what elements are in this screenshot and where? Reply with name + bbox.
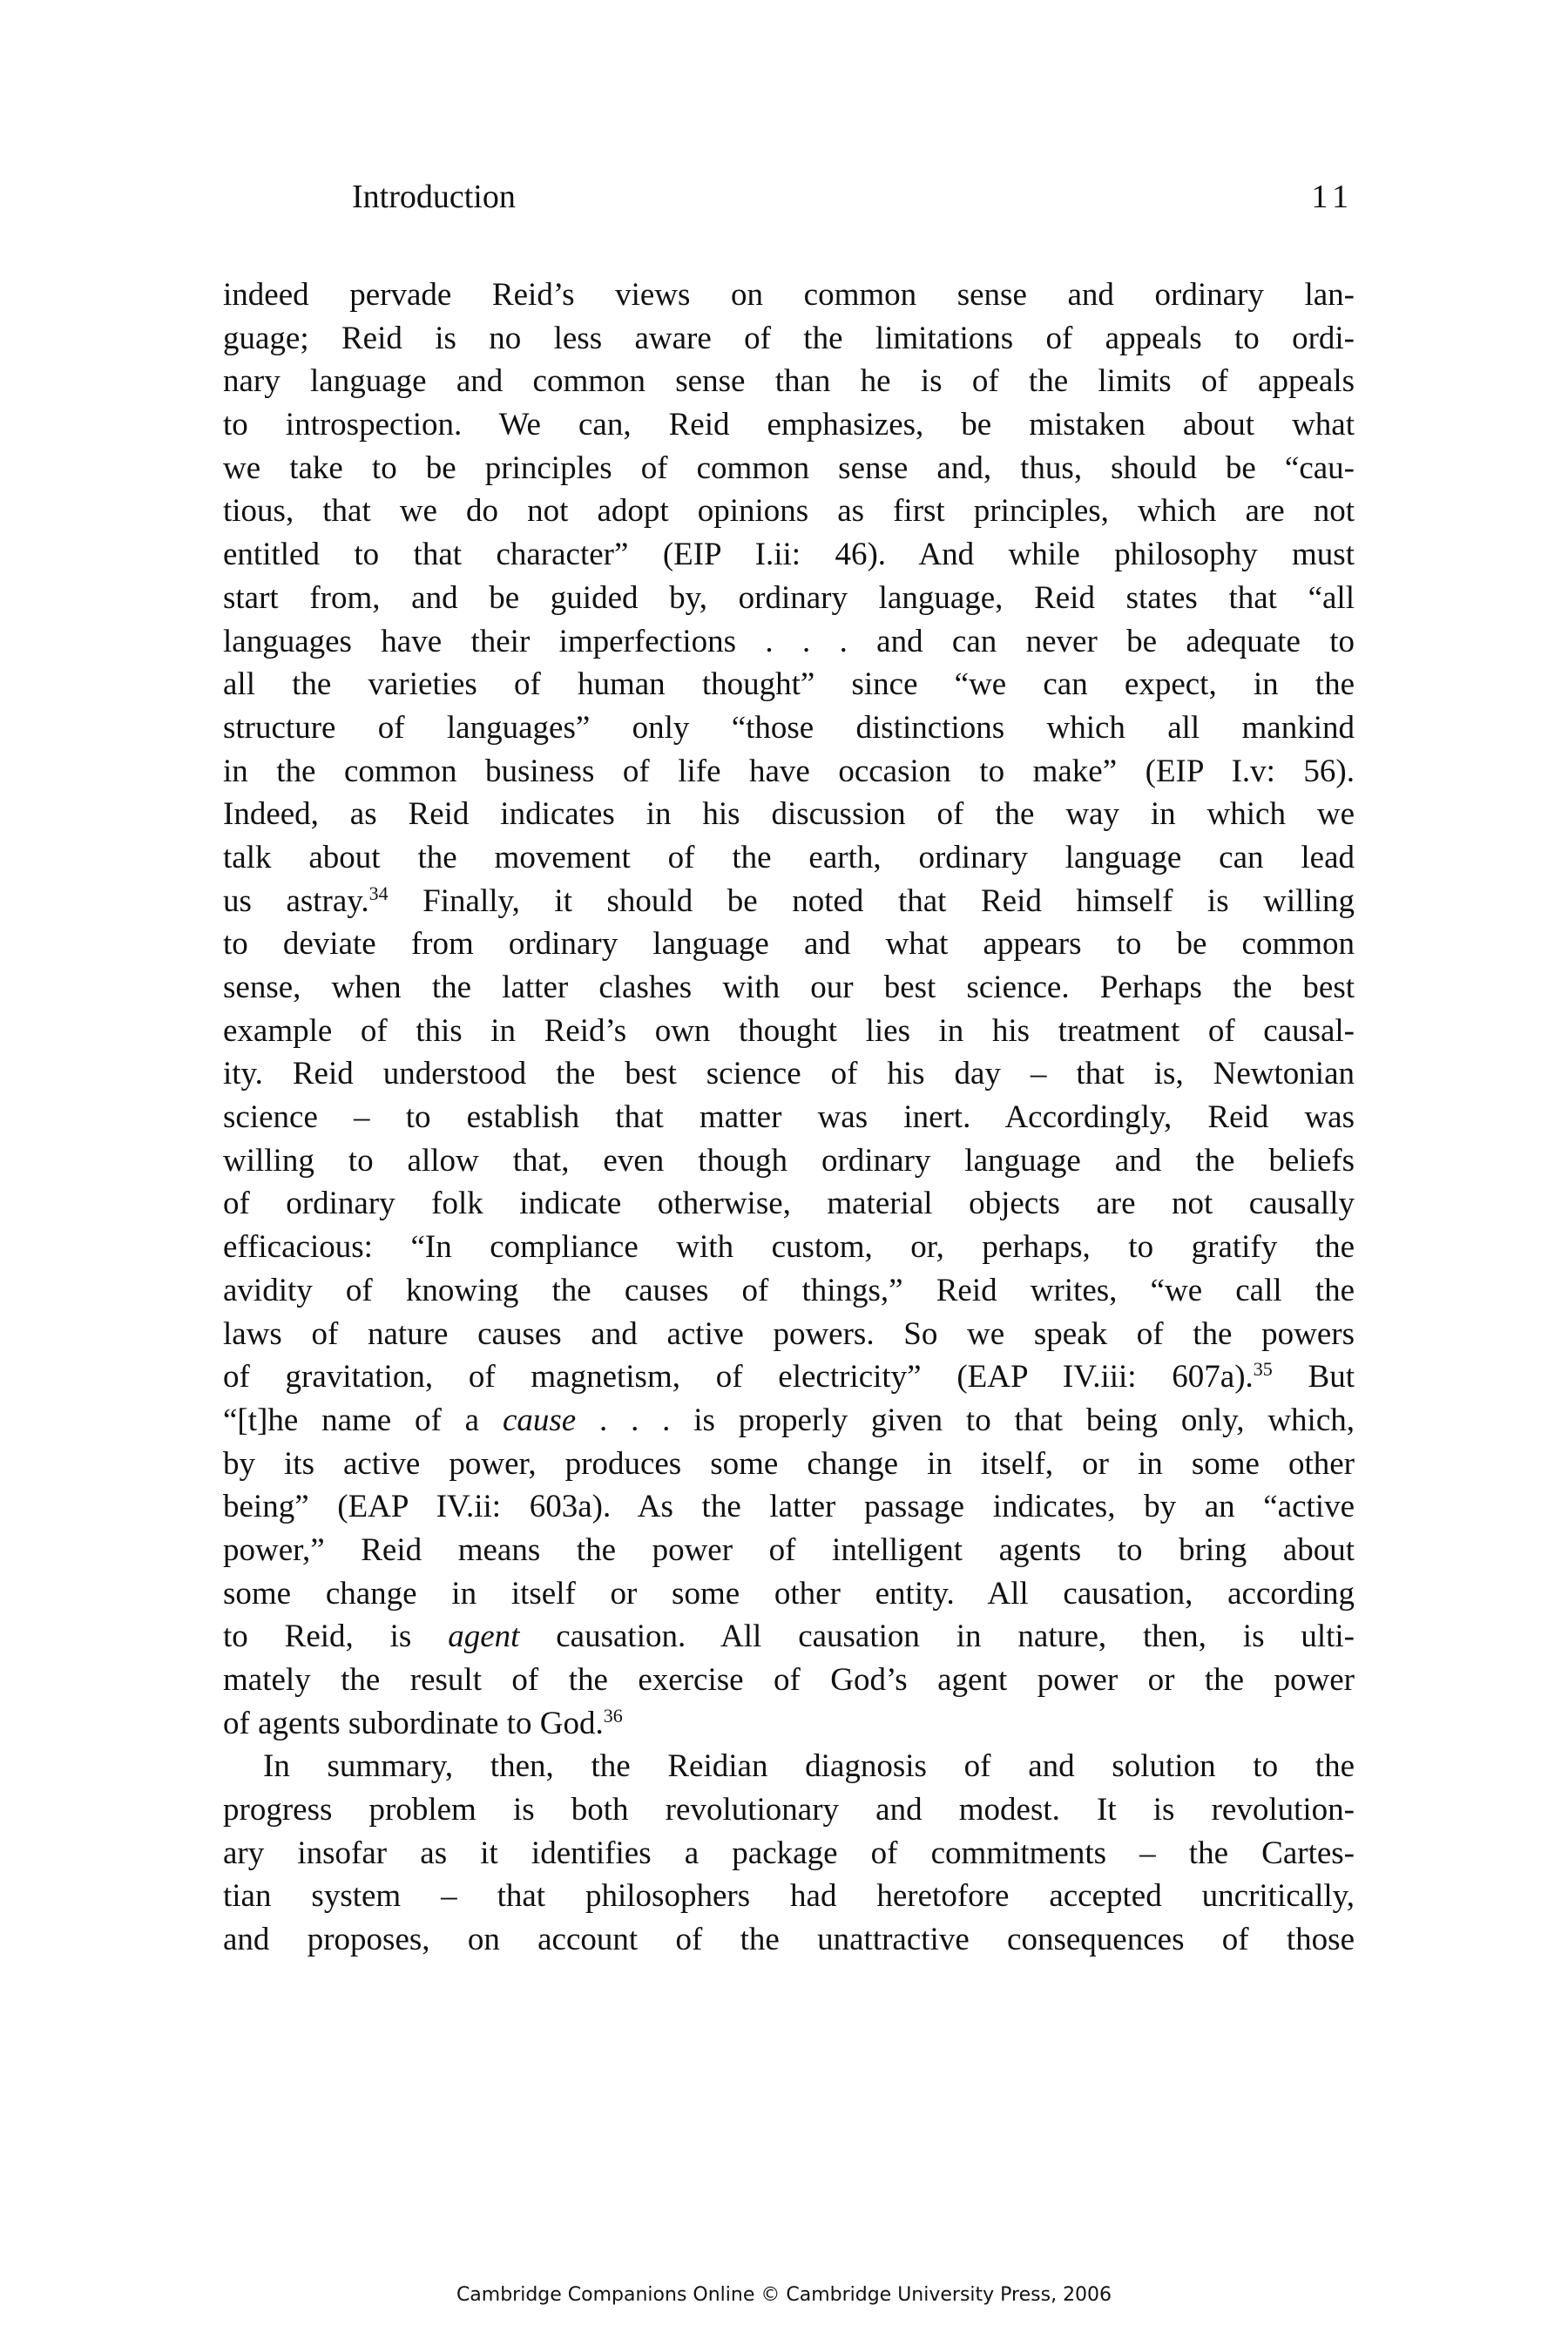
text-line: of ordinary folk indicate otherwise, material objects are not causally bbox=[223, 1186, 1355, 1222]
text-line: nary language and common sense than he is of the limits of appeals bbox=[223, 363, 1355, 400]
text-line: we take to be principles of common sense and, thus, should be “cau- bbox=[223, 449, 1355, 486]
text-line: us astray.$^{34}$ Finally, it should be noted that Reid himself is willing bbox=[223, 882, 1355, 919]
text-line: ary insofar as it identifies a package of commitments – the Cartes- bbox=[223, 1835, 1355, 1871]
text-line: tious, that we do not adopt opinions as first principles, which are not bbox=[223, 493, 1355, 530]
text-line: science – to establish that matter was inert. Accordingly, Reid was bbox=[223, 1099, 1355, 1136]
text-line: structure of languages” only “those distinctions which all mankind bbox=[223, 709, 1355, 746]
text-line: in the common business of life have occasion to make” (EIP I.v: 56). bbox=[223, 753, 1355, 789]
text-line: some change in itself or some other entity. All causation, according bbox=[223, 1575, 1355, 1612]
text-line: tian system – that philosophers had heretofore accepted uncritically, bbox=[223, 1878, 1355, 1915]
text-line: indeed pervade Reid’s views on common sense and ordinary lan- bbox=[223, 277, 1355, 313]
footer-copyright: Cambridge Companions Online © Cambridge University Press, 2006 bbox=[456, 2284, 1112, 2306]
text-line: of gravitation, of magnetism, of electricity” (EAP IV.iii: 607a).$^{35}$ But bbox=[223, 1358, 1355, 1396]
text-line: power,” Reid means the power of intelligent agents to bring about bbox=[223, 1531, 1355, 1568]
text-line: to Reid, is agent causation. All causation in nature, then, is ulti- bbox=[223, 1619, 1355, 1655]
text-line: avidity of knowing the causes of things,” Reid writes, “we call the bbox=[223, 1272, 1355, 1308]
text-line: Indeed, as Reid indicates in his discussion of the way in which we bbox=[223, 796, 1355, 833]
text-line: languages have their imperfections . . . and can never be adequate to bbox=[223, 623, 1355, 659]
text-line: mately the result of the exercise of God’s agent power or the power bbox=[223, 1662, 1355, 1698]
text-line: and proposes, on account of the unattractive consequences of those bbox=[223, 1922, 1355, 1958]
text-line: to deviate from ordinary language and what appears to be common bbox=[223, 926, 1355, 963]
text-line: ity. Reid understood the best science of his day – that is, Newtonian bbox=[223, 1056, 1355, 1092]
body-text bbox=[223, 274, 1355, 1962]
text-line: talk about the movement of the earth, ordinary language can lead bbox=[223, 839, 1355, 875]
text-line: example of this in Reid’s own thought lies in his treatment of causal- bbox=[223, 1012, 1355, 1049]
text-line: to introspection. We can, Reid emphasizes, be mistaken about what bbox=[223, 407, 1355, 443]
text-line: “[t]he name of a cause . . . is properly given to that being only, which, bbox=[223, 1402, 1355, 1438]
text-line: progress problem is both revolutionary and modest. It is revolution- bbox=[223, 1792, 1355, 1828]
text-line: guage; Reid is no less aware of the limitations of appeals to ordi- bbox=[223, 320, 1355, 356]
text-line: willing to allow that, even though ordinary language and the beliefs bbox=[223, 1142, 1355, 1179]
footnote-ref: 34 bbox=[368, 882, 389, 904]
text-line: by its active power, produces some change in itself, or in some other bbox=[223, 1445, 1355, 1482]
text-line: efficacious: “In compliance with custom, or, perhaps, to gratify the bbox=[223, 1229, 1355, 1266]
text-line: all the varieties of human thought” since “we can expect, in the bbox=[223, 666, 1355, 703]
text-line: In summary, then, the Reidian diagnosis of and solution to the bbox=[263, 1748, 1355, 1785]
emphasis: agent bbox=[448, 1619, 520, 1655]
footnote-ref: 36 bbox=[603, 1704, 623, 1727]
running-title: Introduction bbox=[352, 179, 516, 215]
text-line: laws of nature causes and active powers. So we speak of the powers bbox=[223, 1315, 1355, 1352]
page-number: 11 bbox=[1311, 179, 1354, 215]
text-line: entitled to that character” (EIP I.ii: 46). And while philosophy must bbox=[223, 537, 1355, 573]
emphasis: cause bbox=[502, 1402, 577, 1438]
text-line: being” (EAP IV.ii: 603a). As the latter passage indicates, by an “active bbox=[223, 1489, 1355, 1525]
text-line: of agents subordinate to God.$^{36}$ bbox=[223, 1704, 623, 1741]
text-line: sense, when the latter clashes with our best science. Perhaps the best bbox=[223, 970, 1355, 1005]
text-line: start from, and be guided by, ordinary language, Reid states that “all bbox=[223, 579, 1355, 616]
footnote-ref: 35 bbox=[1253, 1358, 1273, 1381]
